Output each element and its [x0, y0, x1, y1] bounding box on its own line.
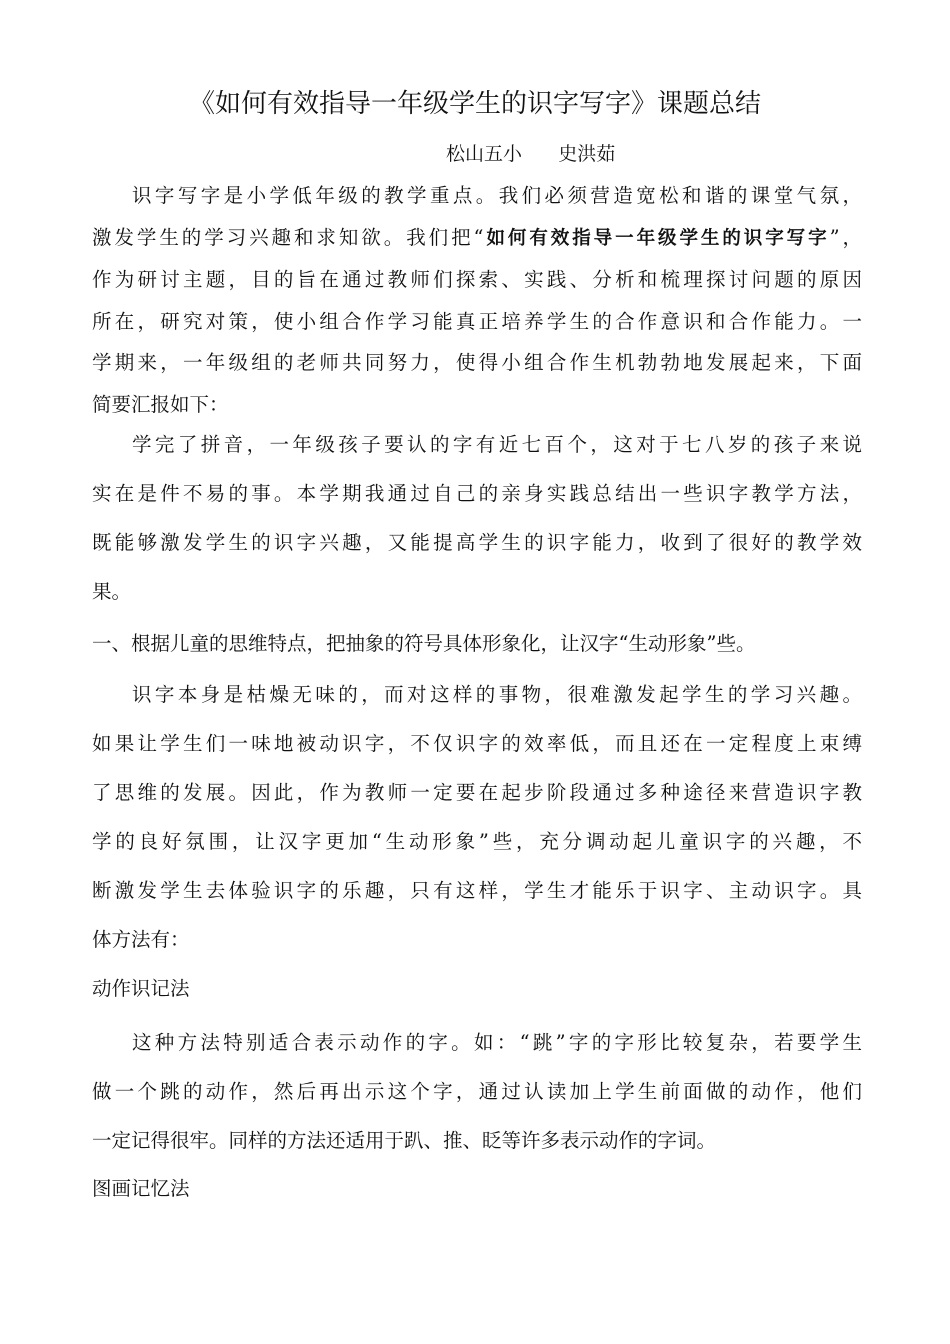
paragraph-line: 所在，研究对策，使小组合作学习能真正培养学生的合作意识和合作能力。一	[92, 309, 862, 333]
line-text: 激发学生的学习兴趣和求知欲。我们把“	[92, 225, 484, 249]
line-text: ”，	[829, 225, 862, 249]
heading-text: 图画记忆法	[92, 1177, 190, 1200]
paragraph-line: 识字本身是枯燥无味的，而对这样的事物，很难激发起学生的学习兴趣。	[132, 683, 862, 706]
paragraph-line: 断激发学生去体验识字的乐趣，只有这样，学生才能乐于识字、主动识字。具	[92, 879, 862, 902]
heading-text: 一、根据儿童的思维特点，把抽象的符号具体形象化，让汉字“生动形象”些。	[92, 632, 756, 655]
intro-paragraph	[92, 175, 862, 425]
method-heading-picture	[92, 1167, 862, 1211]
paragraph-line: 果。	[92, 580, 132, 603]
paragraph-line: 学的良好氛围，让汉字更加“生动形象”些，充分调动起儿童识字的兴趣，不	[92, 830, 862, 853]
paragraph-line: 简要汇报如下：	[92, 392, 229, 416]
paragraph-line: 了思维的发展。因此，作为教师一定要在起步阶段通过多种途径来营造识字教	[92, 781, 862, 804]
method-action-paragraph	[92, 1018, 862, 1165]
paragraph-line: 学完了拼音，一年级孩子要认的字有近七百个，这对于七八岁的孩子来说	[132, 433, 862, 456]
heading-text: 动作识记法	[92, 977, 190, 1000]
paragraph-line	[92, 217, 862, 260]
bold-topic-text: 如何有效指导一年级学生的识字写字	[483, 227, 830, 249]
paragraph-line: 做一个跳的动作，然后再出示这个字，通过认读加上学生前面做的动作，他们	[92, 1080, 862, 1103]
paragraph-line: 既能够激发学生的识字兴趣，又能提高学生的识字能力，收到了很好的教学效	[92, 531, 862, 554]
paragraph-line: 一定记得很牢。同样的方法还适用于趴、推、眨等许多表示动作的字词。	[92, 1129, 717, 1152]
author-byline: 松山五小 史洪茹	[446, 143, 616, 165]
paragraph-line: 这种方法特别适合表示动作的字。如：“跳”字的字形比较复杂，若要学生	[132, 1031, 862, 1054]
paragraph-line: 如果让学生们一味地被动识字，不仅识字的效率低，而且还在一定程度上束缚	[92, 732, 862, 755]
paragraph-line: 识字写字是小学低年级的教学重点。我们必须营造宽松和谐的课堂气氛，	[132, 184, 862, 207]
method-heading-action	[92, 967, 862, 1011]
paragraph-line: 实在是件不易的事。本学期我通过自己的亲身实践总结出一些识字教学方法，	[92, 482, 862, 505]
paragraph-line: 体方法有：	[92, 928, 190, 951]
section-1-paragraph	[92, 670, 862, 964]
paragraph-line: 作为研讨主题，目的旨在通过教师们探索、实践、分析和梳理探讨问题的原因	[92, 268, 862, 291]
background-paragraph	[92, 420, 862, 616]
document-title: 《如何有效指导一年级学生的识字写字》课题总结	[188, 89, 761, 119]
section-heading-1	[92, 622, 862, 666]
paragraph-line: 学期来，一年级组的老师共同努力，使得小组合作生机勃勃地发展起来，下面	[92, 351, 862, 374]
